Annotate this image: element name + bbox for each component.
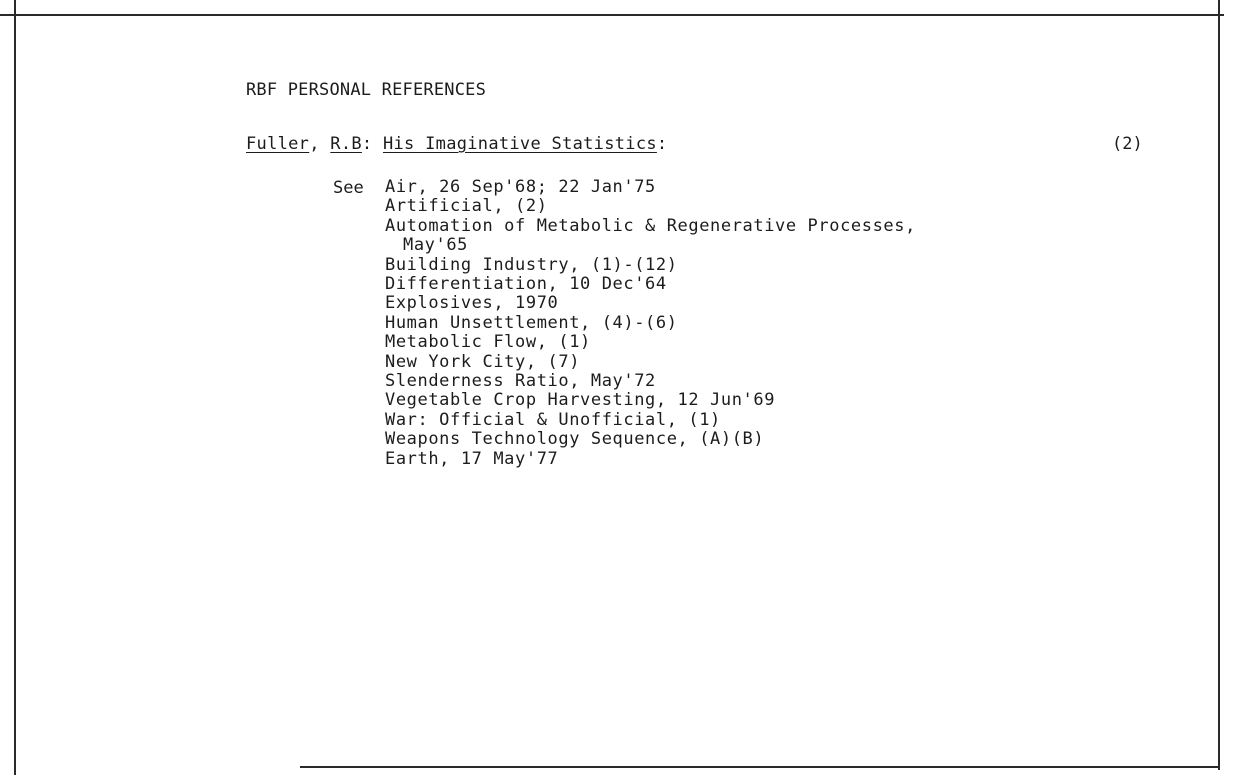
subject-topic: His Imaginative Statistics: [382, 134, 657, 154]
reference-item: Human Unsettlement, (4)-(6): [385, 312, 678, 333]
card-top-edge: [0, 14, 1224, 16]
reference-item: Slenderness Ratio, May'72: [385, 371, 656, 392]
reference-item: Artificial, (2): [385, 196, 548, 217]
reference-item: Weapons Technology Sequence, (A)(B): [385, 429, 765, 450]
reference-list: [385, 178, 916, 469]
subject-name: Fuller: [246, 134, 310, 154]
card-header: RBF PERSONAL REFERENCES: [246, 80, 487, 100]
subject-initials: R.B: [330, 134, 362, 154]
subject-line: Fuller, R.B: His Imaginative Statistics:: [246, 134, 668, 154]
reference-item: Vegetable Crop Harvesting, 12 Jun'69: [385, 390, 776, 411]
reference-item: War: Official & Unofficial, (1): [385, 409, 721, 430]
card-edge-top-left: [14, 0, 16, 15]
reference-item: Metabolic Flow, (1): [385, 332, 591, 353]
reference-item: Automation of Metabolic & Regenerative Processes,: [385, 215, 916, 236]
reference-item: Differentiation, 10 Dec'64: [385, 274, 667, 295]
reference-item: Building Industry, (1)-(12): [385, 254, 678, 275]
reference-item: New York City, (7): [385, 351, 581, 372]
reference-item: Earth, 17 May'77: [385, 448, 559, 469]
see-label: See: [333, 178, 364, 198]
reference-item: Explosives, 1970: [385, 293, 559, 314]
card-left-edge: [14, 15, 16, 775]
card-number: (2): [1112, 134, 1143, 154]
reference-item: Air, 26 Sep'68; 22 Jan'75: [385, 177, 656, 197]
reference-item-continuation: May'65: [403, 235, 469, 256]
card-right-edge: [1218, 0, 1220, 770]
card-bottom-edge: [300, 766, 1220, 768]
